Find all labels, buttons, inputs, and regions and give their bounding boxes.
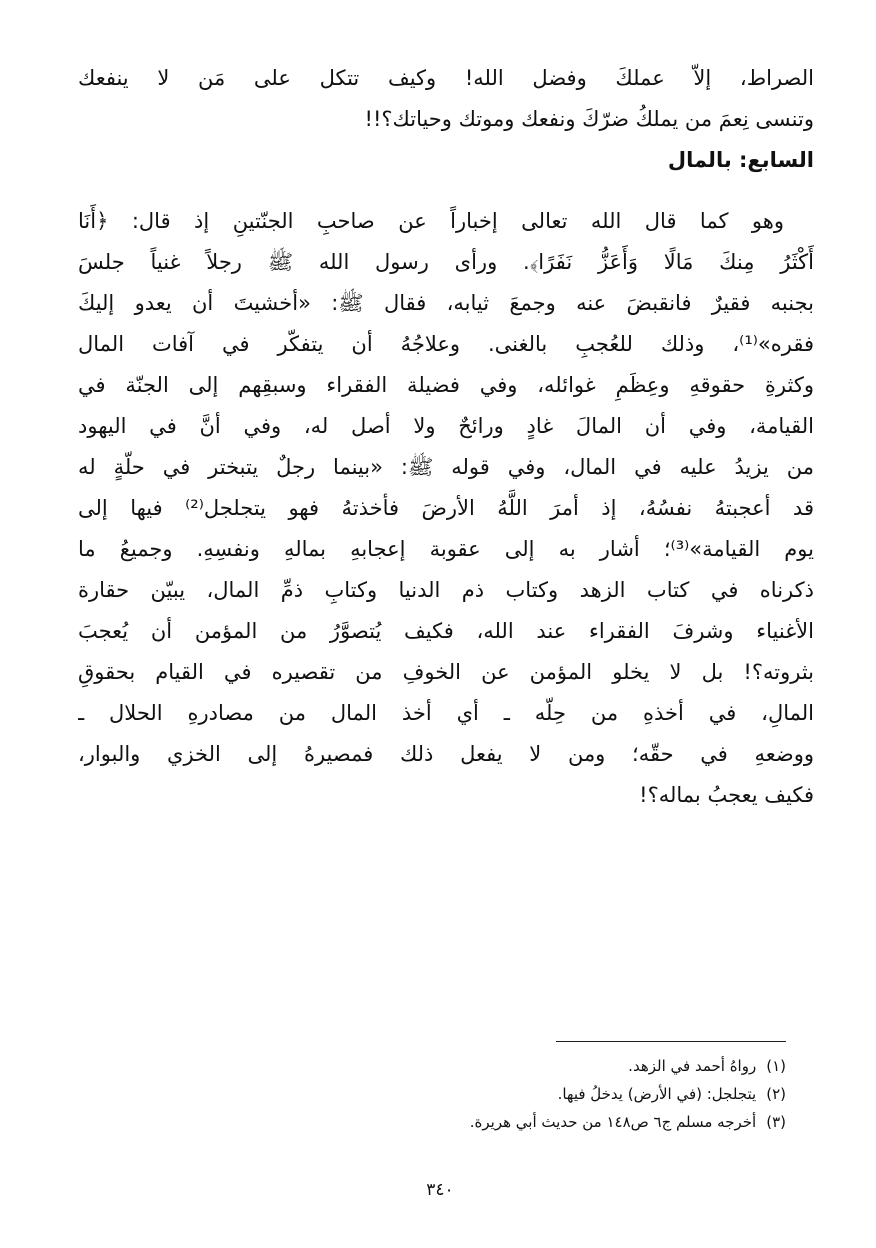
text-line: ووضعهِ في حقّه؛ ومن لا يفعل ذلك فمصيرهُ إلى الخزي والبوار، (78, 742, 814, 766)
footnotes (286, 1052, 786, 1136)
footnote (286, 1080, 786, 1108)
footnote (286, 1108, 786, 1136)
text-line: المالِ، في أخذهِ من حِلّه ـ أي أخذ المال من مصادرهِ الحلال ـ (78, 701, 814, 725)
text-line: بجنبه فقيرٌ فانقبضَ عنه وجمعَ ثيابه، فقال ﷺ: «أخشيتَ أن يعدو إليكَ (78, 291, 814, 315)
footnote-divider (556, 1041, 786, 1042)
footnote (286, 1052, 786, 1080)
text-line: وتنسى نِعمَ من يملكُ ضرّكَ ونفعك وموتك وحياتك؟!! (364, 107, 814, 131)
text-line: قد أعجبتهُ نفسُهُ، إذ أمرَ اللَّهُ الأرضَ فأخذتهُ فهو يتجلجل⁽²⁾ فيها إلى (78, 496, 814, 520)
page-number: ٣٤٠ (426, 1180, 454, 1200)
text-line: بثروته؟! بل لا يخلو المؤمن عن الخوفِ من تقصيره في القيام بحقوقِ (78, 660, 814, 684)
footnote-number: (١) (766, 1057, 786, 1075)
footnote-text: يتجلجل: (في الأرض) يدخلُ فيها. (557, 1085, 757, 1103)
text-line: الأغنياء وشرفَ الفقراء عند الله، فكيف يُتصوَّرُ من المؤمن أن يُعجبَ (78, 619, 814, 643)
text-line: فكيف يعجبُ بماله؟! (639, 783, 814, 807)
footnote-text: رواهُ أحمد في الزهد. (628, 1057, 757, 1075)
page-body (78, 58, 814, 816)
text-line: من يزيدُ عليه في المال، وفي قوله ﷺ: «بينما رجلٌ يتبختر في حلّةٍ له (78, 455, 814, 479)
text-line: يوم القيامة»⁽³⁾؛ أشار به إلى عقوبة إعجابهِ بمالهِ ونفسِهِ. وجميعُ ما (78, 537, 814, 561)
text-line: وكثرةِ حقوقهِ وعِظَمِ غوائله، وفي فضيلة الفقراء وسبقِهم إلى الجنّة في (78, 373, 814, 397)
text-line: أَكْثَرُ مِنكَ مَالًا وَأَعَزُّ نَفَرًا﴾. ورأى رسول الله ﷺ رجلاً غنياً جلسَ (78, 250, 814, 274)
footnote-number: (٣) (766, 1113, 786, 1131)
section-heading: السابع: بالمال (667, 148, 814, 172)
text-line: الصراط، إلاّ عملكَ وفضل الله! وكيف تتكل على مَن لا ينفعك (78, 66, 814, 90)
footnote-number: (٢) (766, 1085, 786, 1103)
text-line: ذكرناه في كتاب الزهد وكتاب ذم الدنيا وكتابِ ذمِّ المال، يبيّن حقارة (78, 578, 814, 602)
text-line: وهو كما قال الله تعالى إخباراً عن صاحبِ الجنّتينِ إذ قال: ﴿أَنَا (78, 209, 784, 233)
text-line: القيامة، وفي أن المالَ غادٍ ورائحٌ ولا أصل له، وفي أنَّ في اليهود (78, 414, 814, 438)
text-line: فقره»⁽¹⁾، وذلك للعُجبِ بالغنى. وعلاجُهُ أن يتفكّر في آفات المال (78, 332, 814, 356)
footnote-text: أخرجه مسلم ج٦ ص١٤٨ من حديث أبي هريرة. (469, 1113, 757, 1131)
